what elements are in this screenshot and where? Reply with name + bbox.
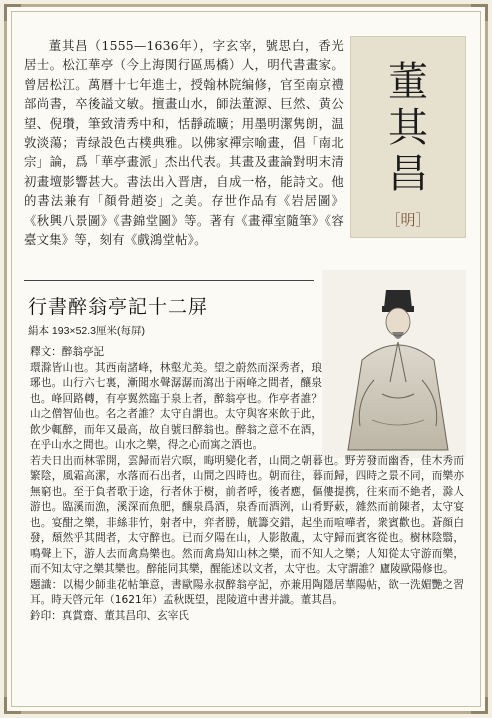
transcript-heading: 釋文：醉翁亭記 [30,346,105,358]
corner-ornament [471,697,488,714]
transcript-text-wide: 若夫日出而林霏開，雲歸而岩穴暝，晦明變化者，山間之朝暮也。野芳發而幽香，佳木秀而繁陰，風霜高潔，水落而石出者，山間之四時也。朝而往，暮而歸，四時之景不同，而樂亦無窮也。至于負者歌于途，行者休于樹，前者呼，後者應，傴僂提携，往來而不絶者，滁人游也。臨溪而漁，溪深而魚肥，釀泉爲酒，泉香而酒洌，山肴野蔌，雜然而前陳者，太守宴也。宴酣之樂，非絲非竹，射者中，弈者勝，觥籌交錯，起坐而喧嘩者，衆賓歡也。蒼顔白發，頹然乎其間者，太守醉也。已而夕陽在山，人影散亂，太守歸而賓客從也。樹林陰翳，鳴聲上下，游人去而禽鳥樂也。然而禽鳥知山林之樂，而不知人之樂；人知從太守游而樂，而不知太守之樂其樂也。醉能同其樂，醒能述以文者，太守也。太守謂誰？廬陵歐陽修也。 [30,454,464,575]
corner-ornament [471,4,488,21]
transcript-text-narrow: 環滁皆山也。其西南諸峰，林壑尤美。望之蔚然而深秀者，琅琊也。山行六七裏，漸聞水聲潺潺而瀉出于兩峰之間者，釀泉也。峰回路轉，有亭翼然臨于泉上者，醉翁亭也。作亭者誰？山之僧智仙也。名之者誰？太守自謂也。太守與客來飲于此，飲少輒醉，而年又最高，故自號曰醉翁也。醉翁之意不在酒，在乎山水之間也。山水之樂，得之心而寓之酒也。 [30,361,322,451]
work-title: 行書醉翁亭記十二屏 [28,296,209,318]
seals: 鈐印：真賞齋、董其昌印、玄宰氏 [30,609,189,622]
artist-biography: 董其昌（1555—1636年），字玄宰，號思白，香光居士。松江華亭（今上海関行區馬橋）人，明代書畫家。曾居松江。萬曆十七年進士，授翰林院编修，官至南京禮部尚書，卒後謚文敏。擅畫山水，師法董源、巨然、黄公望、倪瓚，筆致清秀中和，恬靜疏曠；用墨明潔隽朗，温敦淡蕩；青绿設色古樸典雅。以佛家禪宗喻畫，倡「南北宗」論，爲「華亭畫派」杰出代表。其畫及畫論對明末清初畫壇影響甚大。書法出入晋唐，自成一格，能詩文。他的書法兼有「顏骨趙姿」之美。存世作品有《岩居圖》《秋興八景圖》《書錦堂圖》等。著有《畫禪室隨筆》《容臺文集》等，刻有《戲鴻堂帖》。 [24,38,344,248]
inscription: 題識：以楊少師韭花帖筆意，書歐陽永叔醉翁亭記，亦兼用陶隱居華陽帖，欲一洗媚艷之習耳。時天啓元年（1621年）孟秋既望，毘陵道中書并識。董其昌。 [30,578,464,606]
corner-ornament [4,4,21,21]
transcript-section [30,345,464,624]
work-meta: 絹本 193×52.3厘米(每屏) [28,325,145,337]
artist-name [351,59,465,197]
section-divider [24,280,314,281]
dynasty-label: ［明］ [385,211,431,229]
artist-title-panel [350,36,466,238]
corner-ornament [4,697,21,714]
artist-name-text: 董其昌 [388,59,430,197]
